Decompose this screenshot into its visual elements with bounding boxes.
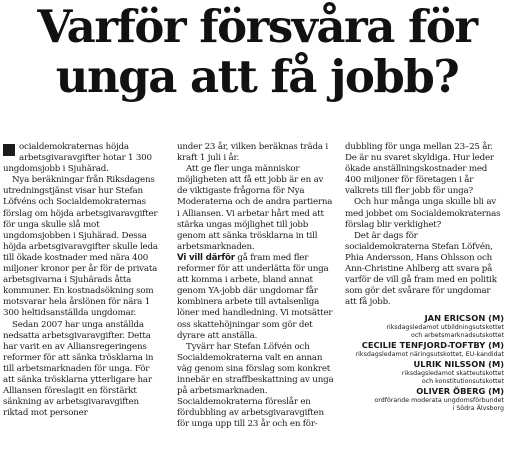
signature-name: JAN ERICSON (M) — [424, 313, 504, 324]
signature — [345, 386, 504, 413]
column-2-paragraph-3-text: gå fram med fler reformer för att underlätta för unga att komma i arbete, bland annat genom YA-jobb där ungdomar får kombinera arbete till avtalsenliga löner med handledning. Vi motsätter oss skattehöjningar som gör det dyrare att anställa. — [177, 252, 333, 341]
column-1-paragraph-1 — [3, 142, 162, 175]
paragraph-lead-in: Vi vill därför — [177, 252, 235, 263]
signature-role: riksdagsledamot utbildningsutskottet — [386, 324, 504, 332]
signature-name: CECILIE TENFJORD-TOFTBY (M) — [361, 340, 504, 351]
signature — [345, 340, 504, 359]
article-column-3 — [345, 142, 504, 413]
signature-name: OLIVER ÖBERG (M) — [416, 386, 504, 397]
article-column-1 — [3, 142, 162, 419]
column-3-paragraph-3: Det är dags för socialdemokraterna Stefan Löfvén, Phia Andersson, Hans Ohlsson och Ann-Christine Ahlberg att svara på varför de vill gå fram med en politik som gör det svårare för ungdomar att få jobb. — [345, 230, 497, 308]
column-3-paragraph-1: dubbling för unga mellan 23–25 år. De är nu svaret skyldiga. Hur leder ökade anställningskostnader med 400 miljoner för företagen i år valkrets till fler jobb för unga? — [345, 142, 494, 197]
signature-role: och arbetsmarknadsutskottet — [410, 332, 504, 340]
column-2-paragraph-2: Att ge fler unga människor möjligheten att få ett jobb är en av de viktigaste frågorna för Nya Moderaterna och de andra partierna i Alliansen. Vi arbetar hårt med att stärka ungas möjlighet till jobb genom att sänka trösklarna in till arbetsmarknaden. — [177, 164, 333, 252]
column-1-paragraph-2: Nya beräkningar från Riksdagens utredningstjänst visar hur Stefan Löfvéns och Socialdemokraternas förslag om höjda arbetsgivaravgifter för unga skulle slå mot ungdomsjobben i Sjuhärad. Dessa höjda arbetsgivaravgifter skulle leda till ökade kostnader med nära 400 miljoner kronor per år för de privata arbetsgivarna i Sjuhärads åtta kommuner. En kostnadsökning som motsvarar hela årslönen för nära 1 300 heltidsanställda ungdomar. — [3, 175, 158, 319]
column-1-paragraph-1-text: ocialdemokraternas höjda arbetsgivaravgifter hotar 1 300 ungdomsjobb i Sjuhärad. — [3, 142, 152, 175]
headline-line-1: Varför försvåra för — [37, 0, 477, 53]
article-column-2 — [177, 142, 336, 430]
signature — [345, 313, 504, 340]
signature-role: riksdagsledamot skatteutskottet — [401, 370, 504, 378]
drop-cap-square — [3, 144, 15, 156]
signature-role: och konstitutionsutskottet — [421, 378, 504, 386]
signature-block — [345, 313, 504, 413]
column-2-paragraph-3 — [177, 253, 336, 342]
headline-line-2: unga att få jobb? — [55, 50, 459, 103]
signature-role: ordförande moderata ungdomsförbundet — [374, 397, 504, 405]
signature-role: i Södra Älvsborg — [452, 405, 504, 413]
column-1-paragraph-3: Sedan 2007 har unga anställda nedsatta arbetsgivaravgifter. Detta har varit en av Alliansregeringens reformer för att sänka trösklarna in till arbetsmarknaden för unga. För att sänka trösklarna ytterligare har Alliansen föreslagit en förstärkt sänkning av arbetsgivaravgiften riktad mot personer — [3, 319, 154, 419]
column-2-paragraph-4: Tyvärr har Stefan Löfvén och Socialdemokraterna valt en annan väg genom sina förslag som konkret innebär en straffbeskattning av unga på arbetsmarknaden. Socialdemokraterna föreslår en fördubbling av arbetsgivaravgiften för unga upp till 23 år och en för- — [177, 341, 334, 430]
signature-role: riksdagsledamot näringsutskottet, EU-kandidat — [355, 351, 504, 359]
signature — [345, 359, 504, 386]
signature-name: ULRIK NILSSON (M) — [413, 359, 504, 370]
article-headline — [0, 2, 514, 102]
column-3-paragraph-2: Och hur många unga skulle bli av med jobbet om Socialdemokraternas förslag blir verklighet? — [345, 197, 501, 230]
column-2-paragraph-1: under 23 år, vilken beräknas träda i kraft 1 juli i år. — [177, 142, 328, 164]
